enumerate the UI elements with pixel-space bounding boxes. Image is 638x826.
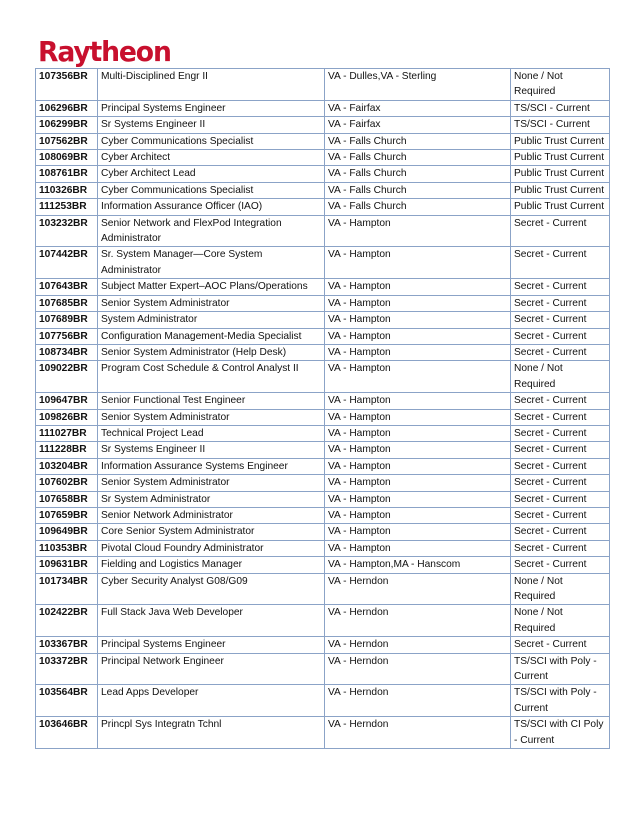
requisition-id-cell: 101734BR bbox=[36, 573, 98, 605]
clearance-cell: Secret - Current bbox=[511, 328, 610, 344]
job-title-cell: Senior Functional Test Engineer bbox=[98, 393, 325, 409]
clearance-cell: Secret - Current bbox=[511, 247, 610, 279]
job-title-cell: Configuration Management-Media Specialist bbox=[98, 328, 325, 344]
requisition-id-cell: 103367BR bbox=[36, 637, 98, 653]
requisition-id-cell: 107659BR bbox=[36, 507, 98, 523]
table-row bbox=[36, 150, 610, 166]
clearance-cell: Secret - Current bbox=[511, 215, 610, 247]
requisition-id-cell: 107356BR bbox=[36, 69, 98, 101]
table-row bbox=[36, 458, 610, 474]
location-cell: VA - Dulles,VA - Sterling bbox=[325, 69, 511, 101]
requisition-id-cell: 107689BR bbox=[36, 312, 98, 328]
job-title-cell: Sr System Administrator bbox=[98, 491, 325, 507]
requisition-id-cell: 107602BR bbox=[36, 475, 98, 491]
clearance-cell: TS/SCI with Poly - Current bbox=[511, 653, 610, 685]
clearance-cell: Public Trust Current bbox=[511, 133, 610, 149]
table-row bbox=[36, 491, 610, 507]
table-row bbox=[36, 557, 610, 573]
table-row bbox=[36, 442, 610, 458]
table-row bbox=[36, 361, 610, 393]
location-cell: VA - Hampton bbox=[325, 328, 511, 344]
table-row bbox=[36, 409, 610, 425]
job-title-cell: Senior Network Administrator bbox=[98, 507, 325, 523]
location-cell: VA - Hampton bbox=[325, 524, 511, 540]
table-row bbox=[36, 685, 610, 717]
table-row bbox=[36, 475, 610, 491]
job-title-cell: Cyber Security Analyst G08/G09 bbox=[98, 573, 325, 605]
job-title-cell: Senior System Administrator bbox=[98, 295, 325, 311]
job-title-cell: Pivotal Cloud Foundry Administrator bbox=[98, 540, 325, 556]
requisition-id-cell: 107756BR bbox=[36, 328, 98, 344]
raytheon-logo: Raytheon bbox=[38, 35, 171, 68]
table-row bbox=[36, 279, 610, 295]
table-row bbox=[36, 637, 610, 653]
clearance-cell: Public Trust Current bbox=[511, 182, 610, 198]
location-cell: VA - Hampton bbox=[325, 458, 511, 474]
requisition-id-cell: 103646BR bbox=[36, 717, 98, 749]
clearance-cell: Secret - Current bbox=[511, 524, 610, 540]
location-cell: VA - Herndon bbox=[325, 653, 511, 685]
location-cell: VA - Hampton bbox=[325, 312, 511, 328]
requisition-id-cell: 107562BR bbox=[36, 133, 98, 149]
requisition-id-cell: 107685BR bbox=[36, 295, 98, 311]
clearance-cell: Public Trust Current bbox=[511, 166, 610, 182]
job-title-cell: Cyber Communications Specialist bbox=[98, 182, 325, 198]
location-cell: VA - Falls Church bbox=[325, 182, 511, 198]
table-row bbox=[36, 247, 610, 279]
table-row bbox=[36, 199, 610, 215]
requisition-id-cell: 109649BR bbox=[36, 524, 98, 540]
table-row bbox=[36, 540, 610, 556]
table-row bbox=[36, 653, 610, 685]
location-cell: VA - Hampton bbox=[325, 344, 511, 360]
table-row bbox=[36, 117, 610, 133]
requisition-id-cell: 109631BR bbox=[36, 557, 98, 573]
requisition-id-cell: 103204BR bbox=[36, 458, 98, 474]
job-title-cell: Core Senior System Administrator bbox=[98, 524, 325, 540]
requisition-id-cell: 111228BR bbox=[36, 442, 98, 458]
location-cell: VA - Hampton bbox=[325, 361, 511, 393]
location-cell: VA - Hampton bbox=[325, 425, 511, 441]
requisition-id-cell: 107643BR bbox=[36, 279, 98, 295]
job-title-cell: Cyber Architect bbox=[98, 150, 325, 166]
location-cell: VA - Herndon bbox=[325, 605, 511, 637]
job-title-cell: Information Assurance Officer (IAO) bbox=[98, 199, 325, 215]
requisition-id-cell: 106296BR bbox=[36, 100, 98, 116]
table-row bbox=[36, 182, 610, 198]
location-cell: VA - Hampton bbox=[325, 215, 511, 247]
location-cell: VA - Hampton bbox=[325, 279, 511, 295]
table-row bbox=[36, 166, 610, 182]
location-cell: VA - Hampton bbox=[325, 540, 511, 556]
clearance-cell: Secret - Current bbox=[511, 491, 610, 507]
job-title-cell: Senior System Administrator bbox=[98, 409, 325, 425]
requisition-id-cell: 103372BR bbox=[36, 653, 98, 685]
job-title-cell: Principal Network Engineer bbox=[98, 653, 325, 685]
location-cell: VA - Hampton bbox=[325, 475, 511, 491]
location-cell: VA - Fairfax bbox=[325, 100, 511, 116]
job-title-cell: Principal Systems Engineer bbox=[98, 100, 325, 116]
location-cell: VA - Herndon bbox=[325, 685, 511, 717]
job-title-cell: Lead Apps Developer bbox=[98, 685, 325, 717]
location-cell: VA - Falls Church bbox=[325, 199, 511, 215]
job-title-cell: Sr. System Manager—Core System Administrator bbox=[98, 247, 325, 279]
table-row bbox=[36, 312, 610, 328]
job-title-cell: Senior System Administrator (Help Desk) bbox=[98, 344, 325, 360]
clearance-cell: Secret - Current bbox=[511, 344, 610, 360]
location-cell: VA - Herndon bbox=[325, 717, 511, 749]
job-title-cell: Technical Project Lead bbox=[98, 425, 325, 441]
requisition-id-cell: 103564BR bbox=[36, 685, 98, 717]
location-cell: VA - Hampton bbox=[325, 442, 511, 458]
location-cell: VA - Hampton bbox=[325, 247, 511, 279]
job-title-cell: Program Cost Schedule & Control Analyst II bbox=[98, 361, 325, 393]
table-row bbox=[36, 328, 610, 344]
clearance-cell: Secret - Current bbox=[511, 425, 610, 441]
requisition-id-cell: 109022BR bbox=[36, 361, 98, 393]
requisition-id-cell: 103232BR bbox=[36, 215, 98, 247]
requisition-id-cell: 108734BR bbox=[36, 344, 98, 360]
clearance-cell: Secret - Current bbox=[511, 458, 610, 474]
location-cell: VA - Fairfax bbox=[325, 117, 511, 133]
job-title-cell: Senior Network and FlexPod Integration Administrator bbox=[98, 215, 325, 247]
job-title-cell: Principal Systems Engineer bbox=[98, 637, 325, 653]
requisition-id-cell: 108069BR bbox=[36, 150, 98, 166]
clearance-cell: Public Trust Current bbox=[511, 199, 610, 215]
requisition-id-cell: 110353BR bbox=[36, 540, 98, 556]
table-row bbox=[36, 717, 610, 749]
clearance-cell: Secret - Current bbox=[511, 475, 610, 491]
location-cell: VA - Hampton bbox=[325, 393, 511, 409]
table-row bbox=[36, 69, 610, 101]
clearance-cell: None / Not Required bbox=[511, 605, 610, 637]
clearance-cell: Secret - Current bbox=[511, 540, 610, 556]
requisition-id-cell: 109647BR bbox=[36, 393, 98, 409]
table-row bbox=[36, 524, 610, 540]
requisition-id-cell: 111253BR bbox=[36, 199, 98, 215]
clearance-cell: Secret - Current bbox=[511, 312, 610, 328]
location-cell: VA - Falls Church bbox=[325, 150, 511, 166]
clearance-cell: Secret - Current bbox=[511, 295, 610, 311]
table-row bbox=[36, 393, 610, 409]
requisition-id-cell: 111027BR bbox=[36, 425, 98, 441]
table-row bbox=[36, 573, 610, 605]
clearance-cell: Public Trust Current bbox=[511, 150, 610, 166]
clearance-cell: Secret - Current bbox=[511, 393, 610, 409]
requisition-id-cell: 107658BR bbox=[36, 491, 98, 507]
clearance-cell: Secret - Current bbox=[511, 557, 610, 573]
job-title-cell: Full Stack Java Web Developer bbox=[98, 605, 325, 637]
job-title-cell: Cyber Communications Specialist bbox=[98, 133, 325, 149]
table-row bbox=[36, 507, 610, 523]
job-listings-table bbox=[35, 68, 610, 749]
requisition-id-cell: 106299BR bbox=[36, 117, 98, 133]
clearance-cell: TS/SCI with CI Poly - Current bbox=[511, 717, 610, 749]
job-title-cell: Cyber Architect Lead bbox=[98, 166, 325, 182]
clearance-cell: None / Not Required bbox=[511, 573, 610, 605]
location-cell: VA - Hampton bbox=[325, 507, 511, 523]
table-row bbox=[36, 605, 610, 637]
clearance-cell: TS/SCI with Poly - Current bbox=[511, 685, 610, 717]
table-row bbox=[36, 344, 610, 360]
clearance-cell: TS/SCI - Current bbox=[511, 100, 610, 116]
clearance-cell: Secret - Current bbox=[511, 279, 610, 295]
location-cell: VA - Hampton bbox=[325, 409, 511, 425]
table-row bbox=[36, 425, 610, 441]
location-cell: VA - Herndon bbox=[325, 637, 511, 653]
table-row bbox=[36, 215, 610, 247]
job-title-cell: Princpl Sys Integratn Tchnl bbox=[98, 717, 325, 749]
clearance-cell: Secret - Current bbox=[511, 409, 610, 425]
job-title-cell: Information Assurance Systems Engineer bbox=[98, 458, 325, 474]
job-title-cell: Sr Systems Engineer II bbox=[98, 117, 325, 133]
job-title-cell: Multi-Disciplined Engr II bbox=[98, 69, 325, 101]
clearance-cell: Secret - Current bbox=[511, 637, 610, 653]
location-cell: VA - Hampton bbox=[325, 295, 511, 311]
table-row bbox=[36, 133, 610, 149]
job-title-cell: Fielding and Logistics Manager bbox=[98, 557, 325, 573]
requisition-id-cell: 102422BR bbox=[36, 605, 98, 637]
requisition-id-cell: 107442BR bbox=[36, 247, 98, 279]
location-cell: VA - Hampton bbox=[325, 491, 511, 507]
requisition-id-cell: 109826BR bbox=[36, 409, 98, 425]
job-title-cell: System Administrator bbox=[98, 312, 325, 328]
location-cell: VA - Falls Church bbox=[325, 133, 511, 149]
requisition-id-cell: 110326BR bbox=[36, 182, 98, 198]
location-cell: VA - Herndon bbox=[325, 573, 511, 605]
job-title-cell: Sr Systems Engineer II bbox=[98, 442, 325, 458]
requisition-id-cell: 108761BR bbox=[36, 166, 98, 182]
job-title-cell: Senior System Administrator bbox=[98, 475, 325, 491]
clearance-cell: None / Not Required bbox=[511, 69, 610, 101]
table-row bbox=[36, 295, 610, 311]
clearance-cell: Secret - Current bbox=[511, 507, 610, 523]
location-cell: VA - Falls Church bbox=[325, 166, 511, 182]
job-title-cell: Subject Matter Expert–AOC Plans/Operations bbox=[98, 279, 325, 295]
clearance-cell: Secret - Current bbox=[511, 442, 610, 458]
clearance-cell: TS/SCI - Current bbox=[511, 117, 610, 133]
location-cell: VA - Hampton,MA - Hanscom bbox=[325, 557, 511, 573]
table-row bbox=[36, 100, 610, 116]
clearance-cell: None / Not Required bbox=[511, 361, 610, 393]
